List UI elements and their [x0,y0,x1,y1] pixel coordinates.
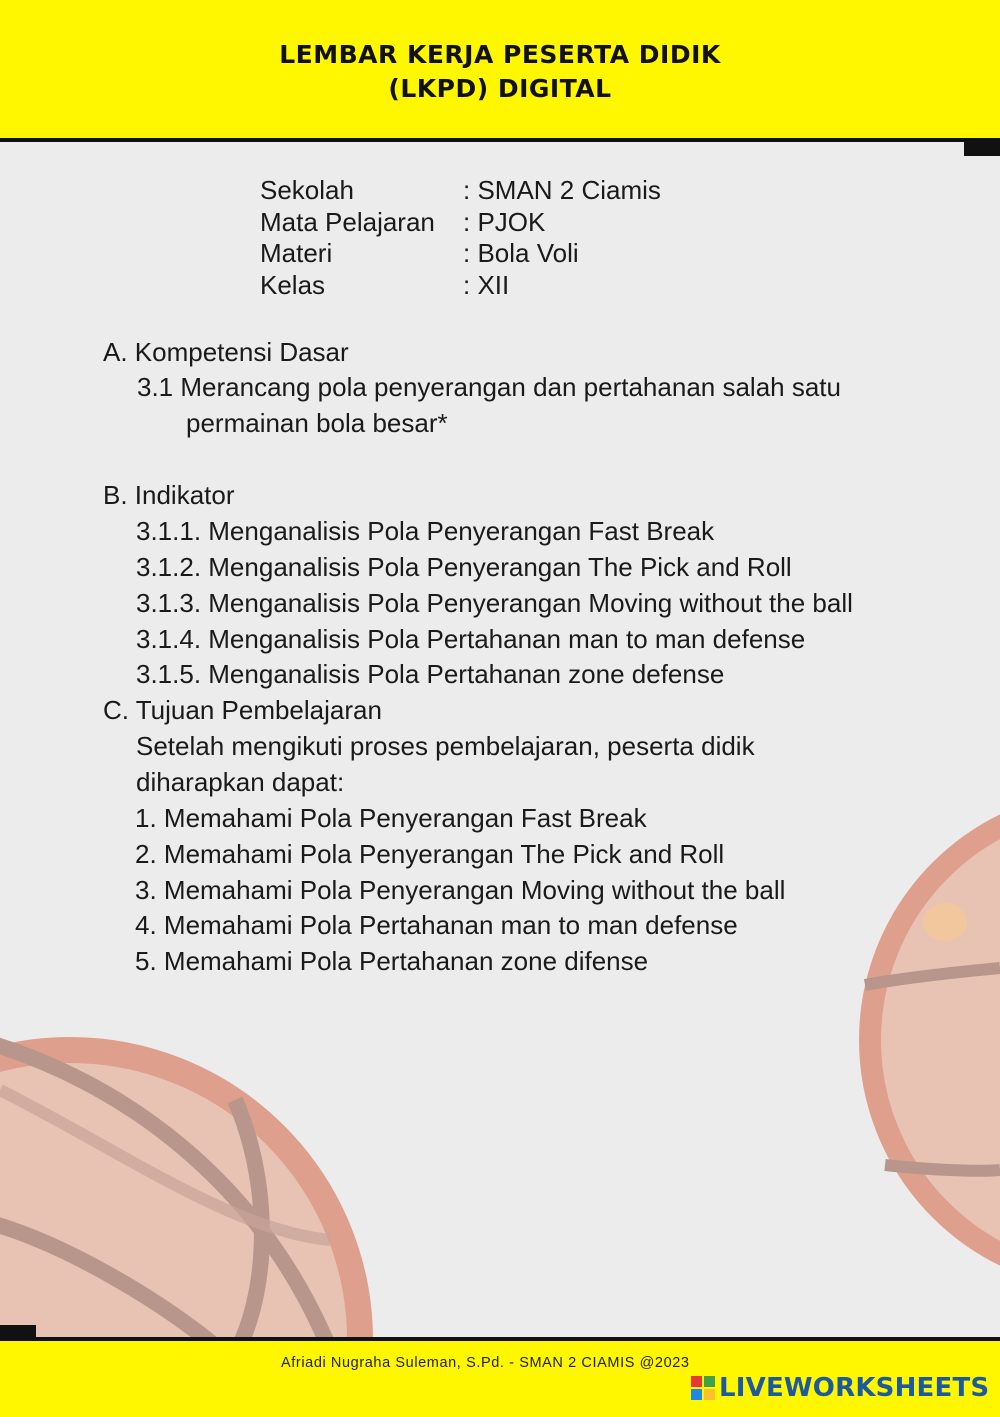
identity-block [260,175,661,301]
objective-item: 4. Memahami Pola Pertahanan man to man defense [135,910,738,940]
indicator-item: 3.1.1. Menganalisis Pola Penyerangan Fast Break [136,516,715,546]
info-value: : Bola Voli [463,238,579,268]
section-c-heading: C. Tujuan Pembelajaran [103,695,382,725]
objective-item: 2. Memahami Pola Penyerangan The Pick and Roll [135,839,725,869]
document-subtitle: (LKPD) DIGITAL [388,74,612,103]
info-row-material [260,238,661,270]
info-label: Materi [260,238,333,268]
info-row-school [260,175,661,207]
document-title: LEMBAR KERJA PESERTA DIDIK [279,40,721,69]
objective-item: 1. Memahami Pola Penyerangan Fast Break [135,803,647,833]
objective-intro-continued: diharapkan dapat: [136,767,345,797]
objective-item: 5. Memahami Pola Pertahanan zone difense [135,946,649,976]
corner-accent-top [964,142,1000,156]
competency-item-continued: permainan bola besar* [186,408,448,438]
indicator-item: 3.1.5. Menganalisis Pola Pertahanan zone defense [136,659,725,689]
info-row-class [260,270,661,302]
info-label: Sekolah [260,175,354,205]
objective-item: 3. Memahami Pola Penyerangan Moving without the ball [135,875,786,905]
info-label: Mata Pelajaran [260,206,435,237]
author-credit: Afriadi Nugraha Suleman, S.Pd. - SMAN 2 CIAMIS @2023 [281,1355,690,1371]
liveworksheets-logo-icon [690,1375,716,1401]
competency-item: 3.1 Merancang pola penyerangan dan pertahanan salah satu [137,372,841,402]
header-banner [0,0,1000,142]
info-value: : PJOK [463,206,546,237]
liveworksheets-brand[interactable] [690,1373,989,1403]
indicator-item: 3.1.4. Menganalisis Pola Pertahanan man to man defense [136,624,806,654]
section-a-heading: A. Kompetensi Dasar [103,337,349,367]
info-value: : XII [463,269,510,300]
footer-banner [0,1337,1000,1417]
indicator-item: 3.1.2. Menganalisis Pola Penyerangan The Pick and Roll [136,552,792,582]
objective-intro: Setelah mengikuti proses pembelajaran, peserta didik [136,731,755,761]
info-row-subject [260,207,661,239]
brand-text: LIVEWORKSHEETS [719,1373,990,1403]
info-label: Kelas [260,269,326,300]
section-b-heading: B. Indikator [103,480,235,510]
info-value: : SMAN 2 Ciamis [463,175,661,205]
indicator-item: 3.1.3. Menganalisis Pola Penyerangan Moving without the ball [136,588,853,618]
